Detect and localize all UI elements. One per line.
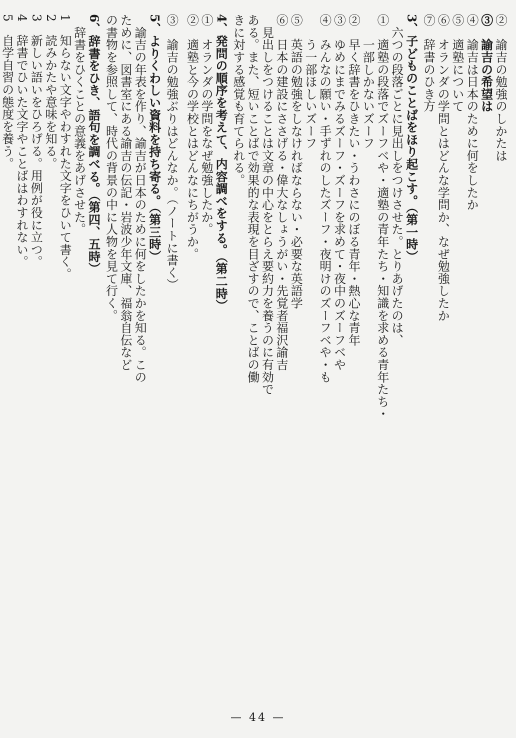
text-line: 諭吉の年表を作り、諭吉が日本のために何をしたかを知る。この	[133, 14, 148, 383]
line-gap	[419, 14, 422, 694]
section-heading: 3、子どものことばをほり起こす。（第一時）	[404, 14, 419, 263]
text-line: 一部しかないズーフ	[361, 14, 376, 150]
text-line: きに対する感覚も育てられる。	[231, 14, 246, 187]
text-line: ⑥ 日本の建設にささげる・偉大なしょうがい・先覚者福沢諭吉	[274, 14, 289, 371]
section-heading: 6、辞書をひき、語句を調べる。（第四、五時）	[87, 14, 102, 275]
text-line: ⑤ 英語の勉強をしなければならない・必要な英語学	[289, 14, 304, 310]
text-line: ① 適塾の段落でズーフベや・適塾の青年たち・知識を求める青年たち・	[375, 14, 390, 420]
text-line: ① オランダの学問をなぜ勉強したか。	[199, 14, 214, 236]
text-line: 1 知らない文字やわすれた文字をひいて書く。	[58, 14, 73, 281]
line-gap	[179, 14, 182, 694]
text-line: ある。また、短いことばで効果的な表現を目ざすので、ことばの働	[246, 14, 261, 383]
section-heading: 5、よりくわしい資料を持ち寄る。（第三時）	[147, 14, 162, 263]
section-heading: 4、発問の順序を考えて、内容調べをする。（第二時）	[214, 14, 229, 312]
text-line: 見出しをつけることは文章の中心をとらえ要約力を養うのに有効で	[260, 14, 275, 396]
section-heading: ③ 諭吉の希望は	[479, 14, 494, 113]
text-line: ③ 諭吉の勉強ぶりはどんなか。（ノートに書く）	[165, 14, 180, 291]
text-line: う一部ほしいズーフ	[303, 14, 318, 150]
text-line: 4 辞書でひいた文字やことばはわすれない。	[15, 14, 29, 268]
text-line: ⑦ 辞書のひき方	[421, 14, 436, 113]
text-line: ② 諭吉の勉強のしかたは	[494, 14, 508, 162]
text-line: ④ 諭吉は日本のために何をしたか	[465, 14, 480, 211]
text-line: の書物を参照して、時代の背景の中に人物を見て行く。	[104, 14, 119, 322]
page-number: — 44 —	[230, 711, 286, 724]
text-line: ③ ゆめにまでみるズーフ・ズーフを求めて・夜中のズーフベや	[332, 14, 347, 371]
text-line: ために、図書室にある諭吉の伝記・岩波少年文庫、福翁自伝など	[118, 14, 133, 371]
text-line: 3 新しい語いをひろげる。用例が役に立つ。	[29, 14, 44, 268]
text-line: ⑤ 適塾について	[450, 14, 465, 113]
text-line: 辞書をひくことの意義をあげさせた。	[72, 14, 87, 236]
text-line: ④ みんなの願い・手ずれのしたズーフ・夜明けのズーフベや・も	[318, 14, 333, 383]
text-line: ② 早く辞書をひきたい・うわさにのぼる青年・熱心な青年	[346, 14, 361, 347]
text-line: ② 適塾と今の学校とはどんなにちがうか。	[185, 14, 200, 260]
text-line: ⑥ オランダの学問とはどんな学問か、なぜ勉強したか	[436, 14, 451, 322]
text-line: 六つの段落ごとに見出しをつけさせた。とりあげたのは、	[390, 14, 405, 347]
text-line: 5 自学自習の態度を養う。	[0, 14, 15, 170]
vertical-text-body	[0, 14, 508, 694]
text-line: 2 読みかたや意味を知る。	[43, 14, 58, 170]
